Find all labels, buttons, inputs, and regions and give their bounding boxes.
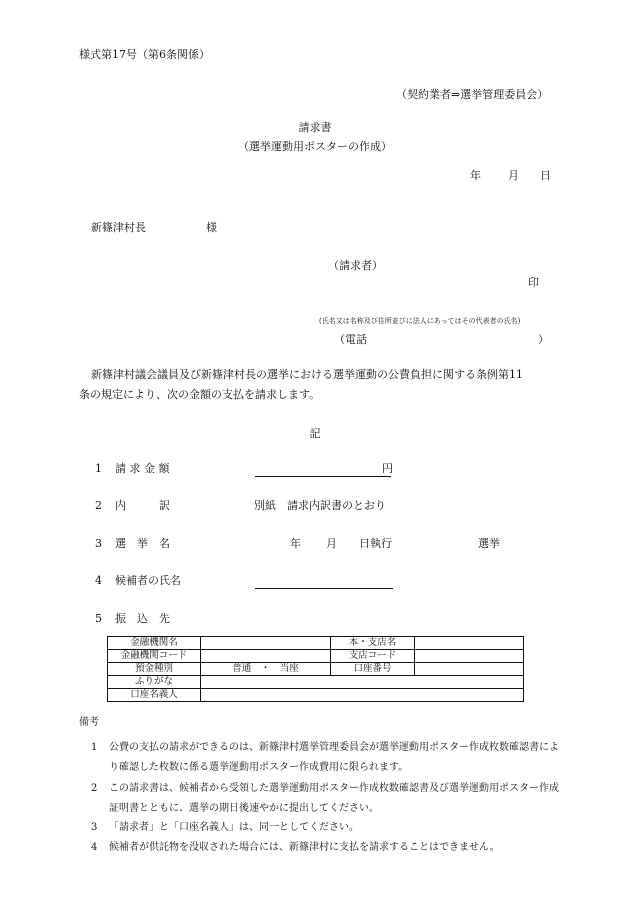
account-holder-field[interactable] xyxy=(201,689,524,702)
note-item xyxy=(91,838,561,858)
item-label-breakdown: 内 訳 xyxy=(115,499,170,512)
item-label-transfer: 振 込 先 xyxy=(115,612,170,625)
bank-name-field[interactable] xyxy=(201,637,331,650)
body-line-1: 新篠津村議会議員及び新篠津村長の選挙における選挙運動の公費負担に関する条例第11 xyxy=(91,368,523,381)
breakdown-value: 別紙 請求内訳書のとおり xyxy=(254,499,386,512)
item-number: 1 xyxy=(95,462,102,475)
phone-close: ） xyxy=(538,333,549,346)
note-text: 候補者が供託物を没収された場合には、新篠津村に支払を請求することはできません。 xyxy=(109,842,500,853)
branch-name-label: 本・支店名 xyxy=(331,637,415,650)
amount-line xyxy=(255,462,391,477)
furigana-field[interactable] xyxy=(201,676,524,689)
item-label-amount: 請 求 金 額 xyxy=(115,462,170,475)
item-number: 2 xyxy=(95,499,102,512)
seal-mark: 印 xyxy=(528,276,539,289)
form-label: 様式第17号（第6条関係） xyxy=(79,48,210,61)
election-year: 年 xyxy=(290,537,301,550)
notes-heading: 備考 xyxy=(79,717,99,728)
item-number: 4 xyxy=(95,574,102,587)
note-item xyxy=(91,738,561,778)
table-row xyxy=(108,637,524,650)
claimant-label: （請求者） xyxy=(328,259,383,272)
document-subtitle: （選挙運動用ポスターの作成） xyxy=(238,140,392,153)
candidate-name-line xyxy=(255,574,393,589)
addressee-name: 新篠津村長 xyxy=(91,221,146,234)
note-text: この請求書は、候補者から受領した選挙運動用ポスター作成枚数確認書及び選挙運動用ポスター作成証明書とともに、選挙の期日後速やかに提出してください。 xyxy=(109,783,559,814)
item-number: 3 xyxy=(95,537,102,550)
bank-account-table xyxy=(107,636,524,702)
table-row xyxy=(108,663,524,676)
note-number: 2 xyxy=(91,783,98,794)
note-number: 3 xyxy=(91,822,98,833)
item-label-election: 選 挙 名 xyxy=(115,537,170,550)
document-title: 請求書 xyxy=(298,121,332,134)
account-holder-label: 口座名義人 xyxy=(108,689,201,702)
item-number: 5 xyxy=(95,612,102,625)
table-row xyxy=(108,676,524,689)
election-day: 日執行 xyxy=(359,537,392,550)
election-type: 選挙 xyxy=(478,537,500,550)
direction-note: （契約業者⇒選挙管理委員会） xyxy=(396,88,549,101)
branch-code-label: 支店コード xyxy=(331,650,415,663)
date-year: 年 xyxy=(470,169,481,182)
bank-code-field[interactable] xyxy=(201,650,331,663)
ki-mark: 記 xyxy=(309,427,321,440)
note-number: 1 xyxy=(91,742,98,753)
note-item xyxy=(91,818,561,838)
bank-name-label: 金融機関名 xyxy=(108,637,201,650)
account-type-label: 預金種別 xyxy=(108,663,201,676)
table-row xyxy=(108,650,524,663)
phone-open: （電話 xyxy=(334,333,367,346)
amount-unit: 円 xyxy=(382,462,393,475)
election-month: 月 xyxy=(326,537,337,550)
addressee-honorific: 様 xyxy=(206,221,217,234)
account-type-options[interactable]: 普通 ・ 当座 xyxy=(201,663,331,676)
furigana-label: ふりがな xyxy=(108,676,201,689)
bank-code-label: 金融機関コード xyxy=(108,650,201,663)
claimant-name-note: (氏名又は名称及び住所並びに法人にあってはその代表者の氏名) xyxy=(319,317,521,325)
branch-name-field[interactable] xyxy=(415,637,524,650)
note-text: 「請求者」と「口座名義人」は、同一としてください。 xyxy=(109,822,359,833)
branch-code-field[interactable] xyxy=(415,650,524,663)
date-month: 月 xyxy=(508,169,519,182)
table-row xyxy=(108,689,524,702)
account-number-label: 口座番号 xyxy=(331,663,415,676)
note-text: 公費の支払の請求ができるのは、新篠津村選挙管理委員会が選挙運動用ポスター作成枚数確認書により確認した枚数に係る選挙運動用ポスター作成費用に限られます。 xyxy=(109,742,559,773)
date-day: 日 xyxy=(540,169,551,182)
account-number-field[interactable] xyxy=(415,663,524,676)
note-number: 4 xyxy=(91,842,98,853)
body-line-2: 条の規定により、次の金額の支払を請求します。 xyxy=(79,388,321,401)
note-item xyxy=(91,779,561,819)
item-label-candidate: 候補者の氏名 xyxy=(115,574,181,587)
